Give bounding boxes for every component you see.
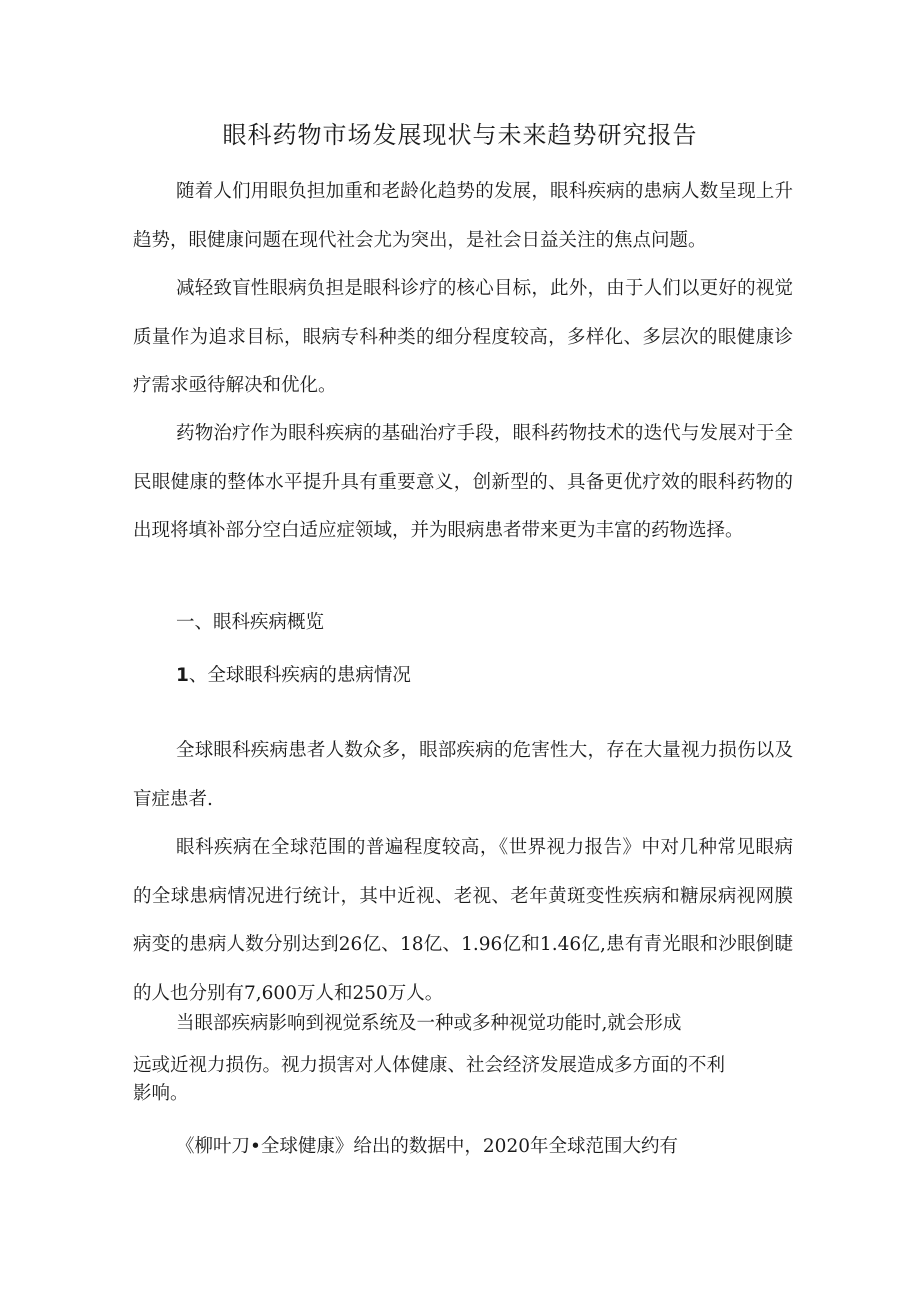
paragraph-impairment-line-1: 当眼部疾病影响到视觉系统及一种或多种视觉功能时,就会形成: [176, 1013, 682, 1034]
subsection-number: 1: [176, 665, 189, 686]
subsection-heading: [176, 662, 411, 690]
section-heading: 一、眼科疾病概览: [176, 612, 325, 633]
paragraph-statistics: 眼科疾病在全球范围的普遍程度较高，《世界视力报告》中对几种常见眼病的全球患病情况进行统计，其中近视、老视、老年黄斑变性疾病和糖尿病视网膜病变的患病人数分别达到26亿、18亿、1.96亿和1.46亿,患有青光眼和沙眼倒睫的人也分别有7,600万人和250万人。: [133, 837, 793, 1004]
paragraph-impairment-line-2: 远或近视力损伤。视力损害对人体健康、社会经济发展造成多方面的不利: [133, 1055, 726, 1076]
document-title: 眼科药物市场发展现状与未来趋势研究报告: [222, 121, 698, 149]
paragraph-intro: 随着人们用眼负担加重和老龄化趋势的发展，眼科疾病的患病人数呈现上升趋势，眼健康问题在现代社会尤为突出，是社会日益关注的焦点问题。: [133, 181, 793, 251]
paragraph-patients: 全球眼科疾病患者人数众多，眼部疾病的危害性大，存在大量视力损伤以及盲症患者.: [133, 740, 793, 810]
paragraph-drug-therapy: 药物治疗作为眼科疾病的基础治疗手段，眼科药物技术的迭代与发展对于全民眼健康的整体水平提升具有重要意义，创新型的、具备更优疗效的眼科药物的出现将填补部分空白适应症领域，并为眼病患者带来更为丰富的药物选择。: [133, 423, 793, 541]
paragraph-impairment-line-3: 影响。: [133, 1083, 189, 1104]
paragraph-goal: 减轻致盲性眼病负担是眼科诊疗的核心目标，此外，由于人们以更好的视觉质量作为追求目标，眼病专科种类的细分程度较高，多样化、多层次的眼健康诊疗需求亟待解决和优化。: [133, 278, 793, 396]
subsection-text: 、全球眼科疾病的患病情况: [188, 665, 411, 686]
paragraph-lancet-line-1: 《柳叶刀•全球健康》给出的数据中，2020年全球范围大约有: [176, 1136, 678, 1157]
